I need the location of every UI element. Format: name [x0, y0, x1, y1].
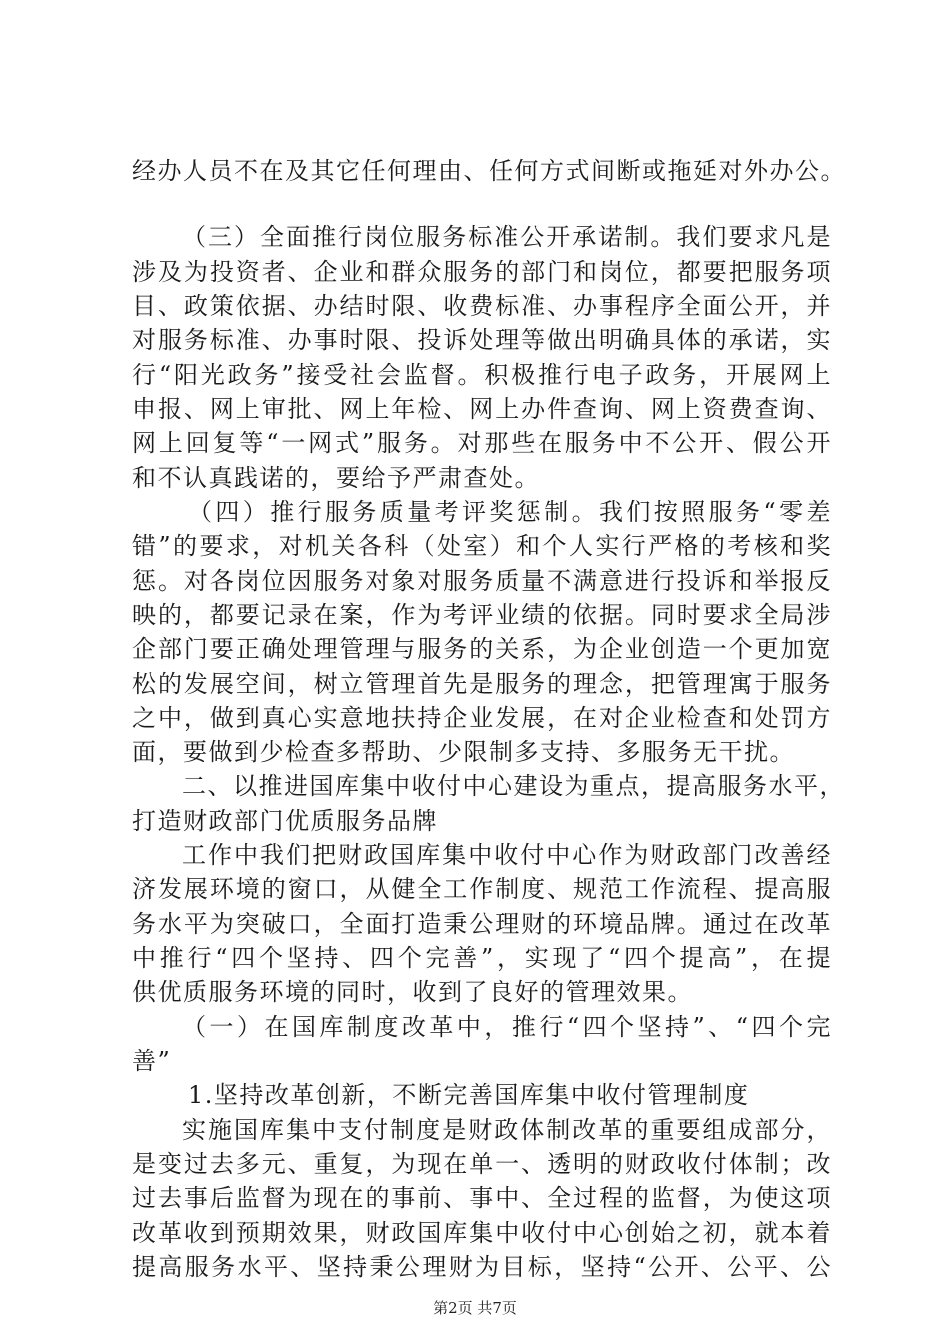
text-line: 是变过去多元、重复，为现在单一、透明的财政收付体制；改 [132, 1150, 832, 1179]
text-line: 目、政策依据、办结时限、收费标准、办事程序全面公开，并 [132, 291, 832, 320]
text-line: 和不认真践诺的，要给予严肃查处。 [132, 463, 540, 492]
text-line: 网上回复等“一网式”服务。对那些在服务中不公开、假公开 [132, 429, 832, 458]
text-line: 济发展环境的窗口，从健全工作制度、规范工作流程、提高服 [132, 875, 832, 904]
text-line: 行“阳光政务”接受社会监督。积极推行电子政务，开展网上 [132, 360, 832, 389]
text-line: 之中，做到真心实意地扶持企业发展，在对企业检查和处罚方 [132, 703, 832, 732]
paragraph-heading: （三）全面推行岗位服务标准公开承诺制。我们要求凡是 [182, 223, 832, 252]
text-line: 善” [132, 1047, 172, 1076]
text-line: 供优质服务环境的同时，收到了良好的管理效果。 [132, 978, 693, 1007]
text-line: 工作中我们把财政国库集中收付中心作为财政部门改善经 [182, 841, 832, 870]
text-line: 过去事后监督为现在的事前、事中、全过程的监督，为使这项 [132, 1184, 832, 1213]
text-line: 申报、网上审批、网上年检、网上办件查询、网上资费查询、 [132, 394, 832, 423]
section-heading: 二、以推进国库集中收付中心建设为重点，提高服务水平， [182, 772, 845, 801]
text-line: 松的发展空间，树立管理首先是服务的理念，把管理寓于服务 [132, 669, 832, 698]
section-heading: 打造财政部门优质服务品牌 [132, 806, 438, 835]
text-line: 涉及为投资者、企业和群众服务的部门和岗位，都要把服务项 [132, 257, 832, 286]
text-line: 企部门要正确处理管理与服务的关系，为企业创造一个更加宽 [132, 635, 832, 664]
text-line: 提高服务水平、坚持秉公理财为目标，坚持“公开、公平、公 [132, 1253, 832, 1281]
text-line: 面，要做到少检查多帮助、少限制多支持、多服务无干扰。 [132, 738, 795, 767]
sub-heading: 1.坚持改革创新，不断完善国库集中收付管理制度 [188, 1081, 750, 1110]
text-line: 错”的要求，对机关各科（处室）和个人实行严格的考核和奖 [132, 532, 832, 561]
page-number: 第2页 共7页 [433, 1299, 517, 1317]
text-line: 务水平为突破口，全面打造秉公理财的环境品牌。通过在改革 [132, 909, 832, 938]
text-line: 改革收到预期效果，财政国库集中收付中心创始之初，就本着 [132, 1218, 832, 1247]
text-line: 中推行“四个坚持、四个完善”，实现了“四个提高”，在提 [132, 944, 832, 973]
text-line: 经办人员不在及其它任何理由、任何方式间断或拖延对外办公。 [132, 157, 846, 185]
text-line: 对服务标准、办事时限、投诉处理等做出明确具体的承诺，实 [132, 326, 832, 355]
text-line: 实施国库集中支付制度是财政体制改革的重要组成部分， [182, 1115, 832, 1144]
text-line: 映的，都要记录在案，作为考评业绩的依据。同时要求全局涉 [132, 600, 832, 629]
paragraph-heading: （一）在国库制度改革中，推行“四个坚持”、“四个完 [182, 1012, 832, 1041]
text-line: 惩。对各岗位因服务对象对服务质量不满意进行投诉和举报反 [132, 566, 832, 595]
paragraph-heading: （四）推行服务质量考评奖惩制。我们按照服务“零差 [188, 497, 832, 526]
